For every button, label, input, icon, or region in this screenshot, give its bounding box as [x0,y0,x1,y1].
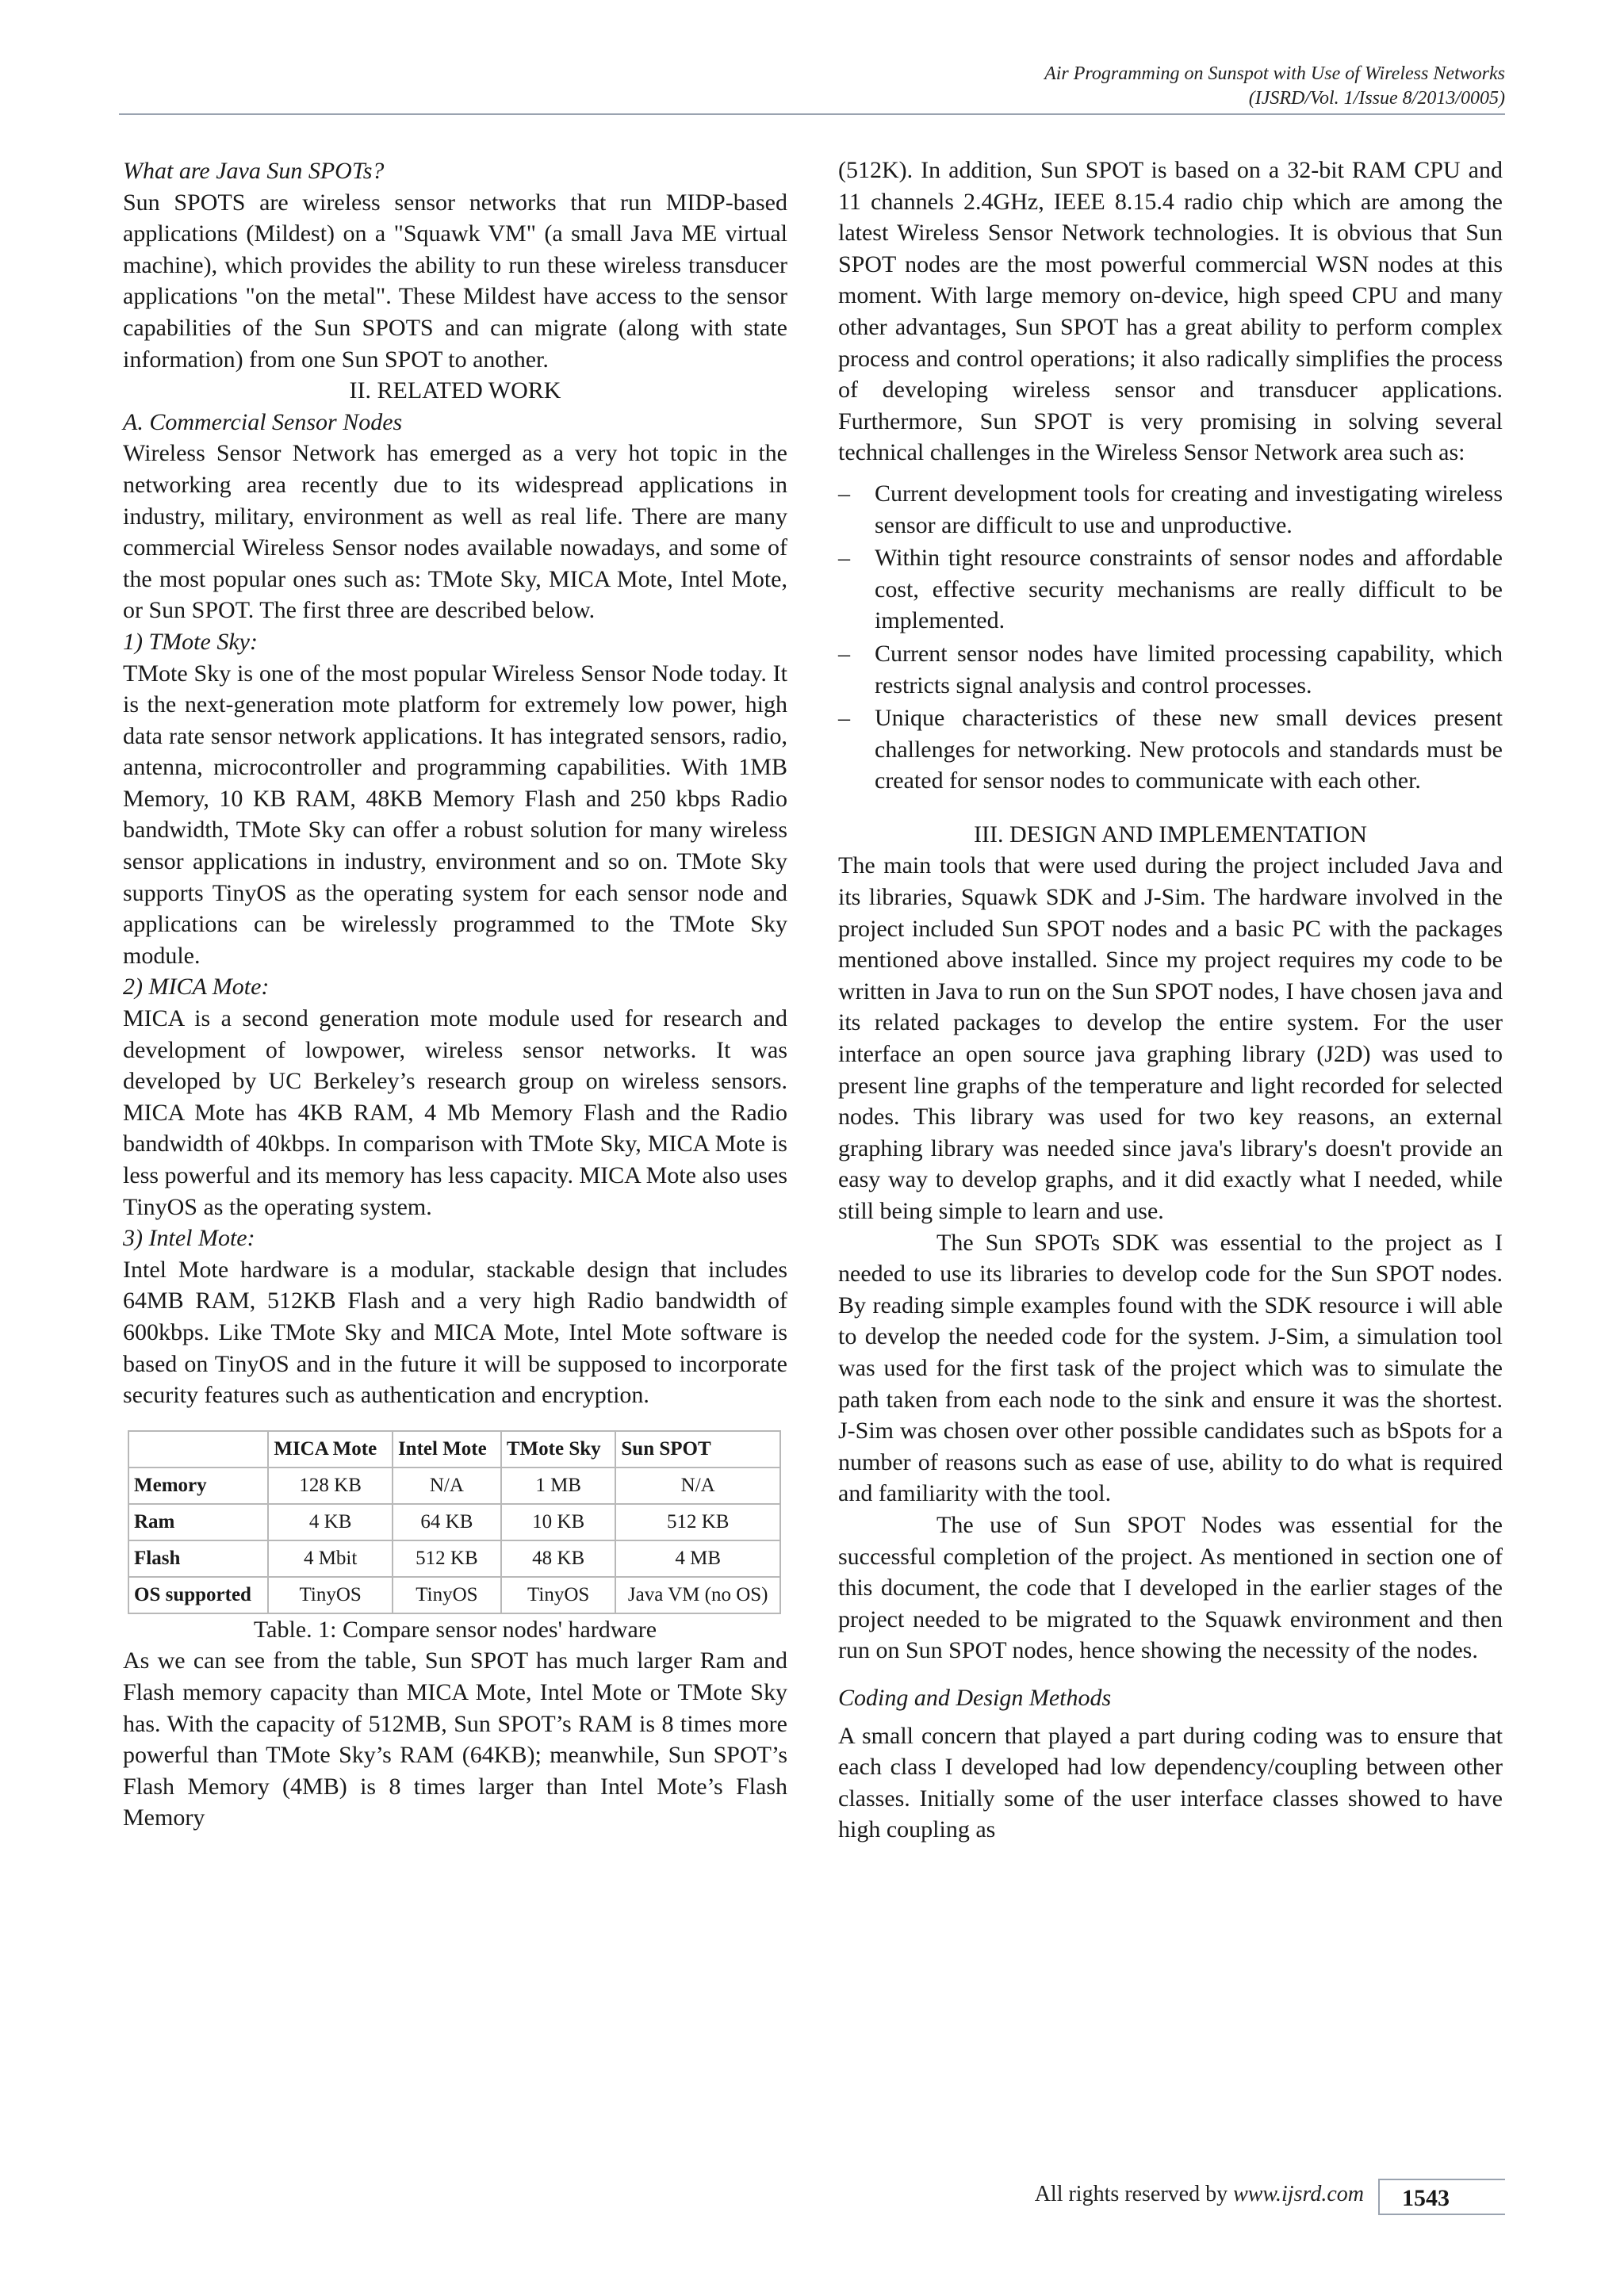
table-cell: 1 MB [501,1468,616,1504]
list-item-text: Within tight resource constraints of sensor nodes and affordable cost, effective security mechanisms are really difficult to be implemented. [875,545,1503,634]
footer-rights-text: All rights reserved by [1034,2182,1234,2206]
paragraph-design-2: The Sun SPOTs SDK was essential to the project as I needed to use its libraries to develop code for the Sun SPOT nodes. By reading simple examples found with the SDK resource i will able to develop the needed code for the system. J-Sim, a simulation tool was used for the first task of the project which was to simulate the path taken from each node to the sink and ensure it was the shortest. J-Sim was chosen over other possible candidates such as bSpots for a number of reasons such as ease of use, ability to do what is required and familiarity with the tool. [838,1229,1503,1507]
paragraph-after-table: As we can see from the table, Sun SPOT has much larger Ram and Flash memory capacity than MICA Mote, Intel Mote or TMote Sky has. With the capacity of 512MB, Sun SPOT’s RAM is 8 times more powerful than TMote Sky’s RAM (64KB); meanwhile, Sun SPOT’s Flash Memory (4MB) is 8 times larger than Intel Mote’s Flash Memory [123,1647,787,1831]
running-header [395,62,1505,111]
dash-bullet: – [838,705,850,732]
table-cell: 10 KB [501,1504,616,1540]
list-item [838,542,1503,637]
page-number: 1543 [1378,2179,1505,2215]
list-item-text: Unique characteristics of these new small devices present challenges for networking. New protocols and standards must be created for sensor nodes to communicate with each other. [875,705,1503,794]
paragraph-coding: A small concern that played a part during coding was to ensure that each class I developed had low dependency/coupling between other classes. Initially some of the user interface classes showed to have high coupling as [838,1722,1503,1843]
table-cell: 4 MB [615,1540,780,1577]
table-cell: 512 KB [393,1540,501,1577]
list-item [838,638,1503,701]
footer-site-link[interactable]: www.ijsrd.com [1233,2182,1364,2206]
table-cell: 64 KB [393,1504,501,1540]
hardware-comparison-table [128,1430,781,1614]
table-header-cell: Intel Mote [393,1431,501,1468]
table-cell: 128 KB [268,1468,393,1504]
intro-heading: What are Java Sun SPOTs? [123,158,385,184]
section-related-work-title: II. RELATED WORK [349,377,561,404]
header-divider [119,113,1505,115]
paragraph-intel-mote: Intel Mote hardware is a modular, stackable design that includes 64MB RAM, 512KB Flash and a very high Radio bandwidth of 600kbps. Like TMote Sky and MICA Mote, Intel Mote software is based on TinyOS and in the future it will be supposed to incorporate security features such as authentication and encryption. [123,1256,787,1409]
paragraph-mica-mote: MICA is a second generation mote module used for research and development of lowpower, wireless sensor networks. It was developed by UC Berkeley’s research group on wireless sensors. MICA Mote has 4KB RAM, 4 Mb Memory Flash and the Radio bandwidth of 40kbps. In comparison with TMote Sky, MICA Mote is less powerful and its memory has less capacity. MICA Mote also uses TinyOS as the operating system. [123,1005,787,1220]
paragraph-commercial-sensor-nodes: Wireless Sensor Network has emerged as a very hot topic in the networking area recently due to its widespread applications in industry, military, environment as well as real life. There are many commercial Wireless Sensor nodes available nowadays, and some of the most popular ones such as: TMote Sky, MICA Mote, Intel Mote, or Sun SPOT. The first three are described below. [123,440,787,624]
table-row-header: Ram [128,1504,268,1540]
table-cell: TinyOS [393,1577,501,1613]
table-row-header: OS supported [128,1577,268,1613]
dash-bullet: – [838,480,850,507]
intro-paragraph: Sun SPOTS are wireless sensor networks that run MIDP-based applications (Mildest) on a "Squawk VM" (a small Java ME virtual machine), which provides the ability to run these wireless transducer applications "on the metal". These Mildest have access to the sensor capabilities of the Sun SPOTS and can migrate (along with state information) from one Sun SPOT to another. [123,189,787,373]
table-header-cell: MICA Mote [268,1431,393,1468]
paragraph-design-1: The main tools that were used during the project included Java and its libraries, Squawk SDK and J-Sim. The hardware involved in the project included Sun SPOT nodes and a basic PC with the packages mentioned above installed. Since my project requires my code to be written in Java to run on the Sun SPOT nodes, I have chosen java and its related packages to develop the entire system. For the user interface an open source java graphing library (J2D) was used to present line graphs of the temperature and light recorded for selected nodes. This library was used for two key reasons, an external graphing library was needed since java's library's doesn't provide an easy way to develop graphs, and it did exactly what I needed, while still being simple to learn and use. [838,852,1503,1224]
table-cell: N/A [393,1468,501,1504]
table-cell: 4 Mbit [268,1540,393,1577]
table-row [128,1504,780,1540]
subsection-intel-mote: 3) Intel Mote: [123,1225,255,1252]
list-item [838,702,1503,797]
challenges-list [838,478,1503,797]
subsection-mica-mote: 2) MICA Mote: [123,974,270,1001]
section-design-implementation-title: III. DESIGN AND IMPLEMENTATION [974,821,1367,848]
table-row [128,1468,780,1504]
subsection-commercial-sensor-nodes: A. Commercial Sensor Nodes [123,408,403,435]
dash-bullet: – [838,640,850,667]
table-row-header: Memory [128,1468,268,1504]
table-caption: Table. 1: Compare sensor nodes' hardware [253,1616,657,1643]
table-cell: 48 KB [501,1540,616,1577]
table-header-cell [128,1431,268,1468]
dash-bullet: – [838,545,850,572]
table-header-cell: Sun SPOT [615,1431,780,1468]
paragraph-design-3: The use of Sun SPOT Nodes was essential for the successful completion of the project. As mentioned in section one of this document, the code that I developed in the earlier stages of the project needed to be migrated to the Squawk environment and then run on Sun SPOT nodes, hence showing the necessity of the nodes. [838,1511,1503,1664]
subsection-tmote-sky: 1) TMote Sky: [123,628,258,655]
table-cell: TinyOS [268,1577,393,1613]
table-row [128,1540,780,1577]
paragraph-sun-spot-continued: (512K). In addition, Sun SPOT is based on a 32-bit RAM CPU and 11 channels 2.4GHz, IEEE 8.15.4 radio chip which are among the latest Wireless Sensor Network technologies. It is obvious that Sun SPOT nodes are the most powerful commercial WSN nodes at this moment. With large memory on-device, high speed CPU and many other advantages, Sun SPOT has a great ability to perform complex process and control operations; it also radically simplifies the process of developing wireless sensor and transducer applications. Furthermore, Sun SPOT is very promising in solving several technical challenges in the Wireless Sensor Network area such as: [838,157,1503,466]
table-row-header: Flash [128,1540,268,1577]
table-header-row [128,1431,780,1468]
header-citation: (IJSRD/Vol. 1/Issue 8/2013/0005) [1248,88,1505,109]
table-cell: 4 KB [268,1504,393,1540]
left-column [123,155,787,1834]
list-item-text: Current sensor nodes have limited processing capability, which restricts signal analysis and control processes. [875,640,1503,698]
paragraph-tmote-sky: TMote Sky is one of the most popular Wireless Sensor Node today. It is the next-generation mote platform for extremely low power, high data rate sensor network applications. It has integrated sensors, radio, antenna, microcontroller and programming capabilities. With 1MB Memory, 10 KB RAM, 48KB Memory Flash and 250 kbps Radio bandwidth, TMote Sky can offer a robust solution for many wireless sensor applications in industry, environment and so on. TMote Sky supports TinyOS as the operating system for each sensor node and applications can be wirelessly programmed to the TMote Sky module. [123,660,787,969]
page-footer [1035,2179,1505,2217]
header-title: Air Programming on Sunspot with Use of Wireless Networks [1044,63,1505,84]
table-row [128,1577,780,1613]
table-header-cell: TMote Sky [501,1431,616,1468]
table-cell: Java VM (no OS) [615,1577,780,1613]
coding-design-heading: Coding and Design Methods [838,1684,1112,1711]
list-item-text: Current development tools for creating and investigating wireless sensor are difficult to use and unproductive. [875,480,1503,538]
table-cell: 512 KB [615,1504,780,1540]
table-cell: TinyOS [501,1577,616,1613]
footer-rights [1035,2179,1378,2210]
right-column [838,155,1503,1846]
list-item [838,478,1503,541]
table-cell: N/A [615,1468,780,1504]
